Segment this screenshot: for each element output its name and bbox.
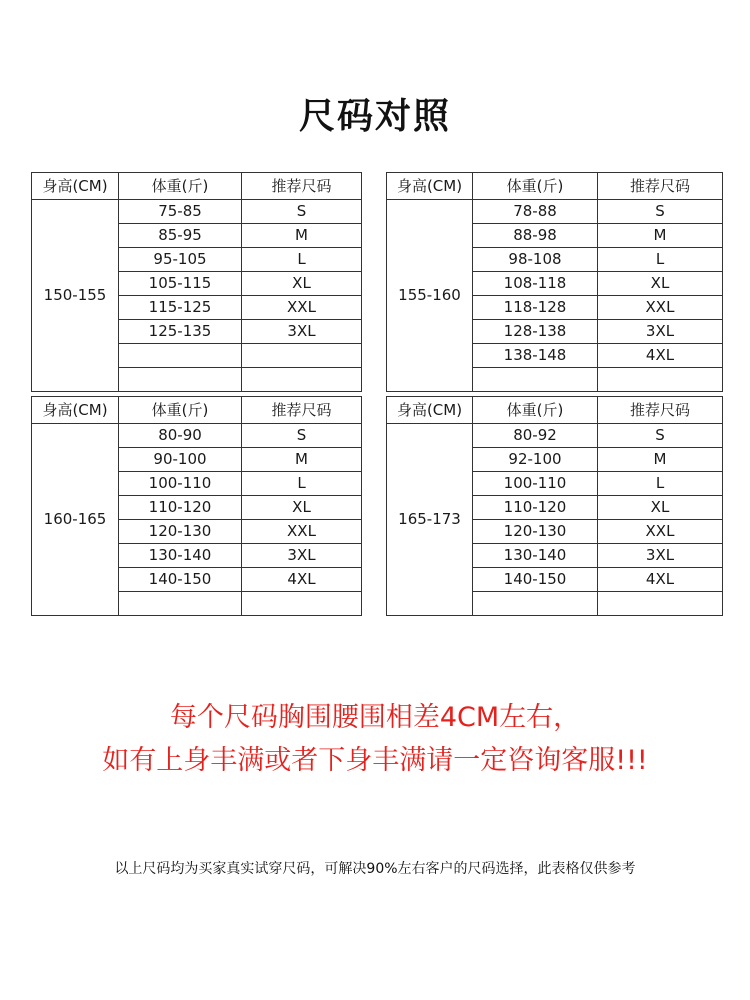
weight-cell: 130-140 xyxy=(473,544,598,568)
weight-cell: 105-115 xyxy=(119,272,242,296)
size-cell: M xyxy=(598,448,723,472)
weight-cell xyxy=(119,344,242,368)
table-row xyxy=(32,200,362,224)
size-cell: 4XL xyxy=(598,568,723,592)
size-cell xyxy=(598,592,723,616)
size-cell: XL xyxy=(242,496,362,520)
size-cell: S xyxy=(242,200,362,224)
weight-cell: 110-120 xyxy=(473,496,598,520)
weight-cell xyxy=(473,368,598,392)
weight-cell: 110-120 xyxy=(119,496,242,520)
size-cell: 3XL xyxy=(598,544,723,568)
size-cell: M xyxy=(242,448,362,472)
weight-cell: 120-130 xyxy=(119,520,242,544)
table-row xyxy=(387,424,723,448)
size-cell: L xyxy=(598,472,723,496)
size-cell xyxy=(242,344,362,368)
height-range: 160-165 xyxy=(32,424,119,616)
weight-cell: 120-130 xyxy=(473,520,598,544)
weight-cell: 100-110 xyxy=(119,472,242,496)
table-header-row xyxy=(32,397,362,424)
table-header-row xyxy=(387,173,723,200)
size-cell xyxy=(242,592,362,616)
size-table-165-173 xyxy=(386,396,723,616)
size-cell: XL xyxy=(242,272,362,296)
weight-cell: 140-150 xyxy=(119,568,242,592)
weight-cell: 92-100 xyxy=(473,448,598,472)
size-cell: 4XL xyxy=(242,568,362,592)
weight-cell: 90-100 xyxy=(119,448,242,472)
size-cell: 3XL xyxy=(598,320,723,344)
weight-cell: 128-138 xyxy=(473,320,598,344)
weight-cell: 138-148 xyxy=(473,344,598,368)
header-height: 身高(CM) xyxy=(387,173,473,200)
size-cell: 3XL xyxy=(242,544,362,568)
weight-cell: 108-118 xyxy=(473,272,598,296)
header-weight: 体重(斤) xyxy=(119,173,242,200)
size-cell: L xyxy=(242,472,362,496)
weight-cell: 80-90 xyxy=(119,424,242,448)
weight-cell: 88-98 xyxy=(473,224,598,248)
size-cell: XL xyxy=(598,272,723,296)
size-cell: M xyxy=(242,224,362,248)
weight-cell: 75-85 xyxy=(119,200,242,224)
size-cell xyxy=(242,368,362,392)
size-cell: S xyxy=(598,424,723,448)
size-cell: XL xyxy=(598,496,723,520)
size-table-150-155 xyxy=(31,172,362,392)
weight-cell: 118-128 xyxy=(473,296,598,320)
header-size: 推荐尺码 xyxy=(598,173,723,200)
size-table-155-160 xyxy=(386,172,723,392)
header-weight: 体重(斤) xyxy=(473,173,598,200)
size-cell: M xyxy=(598,224,723,248)
header-size: 推荐尺码 xyxy=(242,173,362,200)
size-cell: L xyxy=(598,248,723,272)
size-cell: XXL xyxy=(242,296,362,320)
header-height: 身高(CM) xyxy=(32,397,119,424)
weight-cell: 100-110 xyxy=(473,472,598,496)
weight-cell: 95-105 xyxy=(119,248,242,272)
footnote: 以上尺码均为买家真实试穿尺码，可解决90%左右客户的尺码选择，此表格仅供参考 xyxy=(114,861,636,877)
weight-cell: 78-88 xyxy=(473,200,598,224)
table-header-row xyxy=(387,397,723,424)
header-weight: 体重(斤) xyxy=(119,397,242,424)
size-cell xyxy=(598,368,723,392)
header-size: 推荐尺码 xyxy=(598,397,723,424)
weight-cell: 98-108 xyxy=(473,248,598,272)
size-cell: 4XL xyxy=(598,344,723,368)
weight-cell: 125-135 xyxy=(119,320,242,344)
height-range: 150-155 xyxy=(32,200,119,392)
notice-line-2: 如有上身丰满或者下身丰满请一定咨询客服!!! xyxy=(102,745,648,776)
page-title: 尺码对照 xyxy=(298,96,451,137)
size-cell: XXL xyxy=(242,520,362,544)
table-header-row xyxy=(32,173,362,200)
header-height: 身高(CM) xyxy=(32,173,119,200)
weight-cell: 85-95 xyxy=(119,224,242,248)
header-size: 推荐尺码 xyxy=(242,397,362,424)
weight-cell: 80-92 xyxy=(473,424,598,448)
height-range: 155-160 xyxy=(387,200,473,392)
header-height: 身高(CM) xyxy=(387,397,473,424)
height-range: 165-173 xyxy=(387,424,473,616)
header-weight: 体重(斤) xyxy=(473,397,598,424)
weight-cell xyxy=(119,592,242,616)
table-row xyxy=(32,424,362,448)
weight-cell: 140-150 xyxy=(473,568,598,592)
weight-cell: 130-140 xyxy=(119,544,242,568)
size-cell: XXL xyxy=(598,296,723,320)
size-table-160-165 xyxy=(31,396,362,616)
weight-cell: 115-125 xyxy=(119,296,242,320)
size-cell: L xyxy=(242,248,362,272)
size-cell: 3XL xyxy=(242,320,362,344)
size-cell: XXL xyxy=(598,520,723,544)
table-row xyxy=(387,200,723,224)
size-cell: S xyxy=(598,200,723,224)
notice-line-1: 每个尺码胸围腰围相差4CM左右， xyxy=(169,702,581,733)
size-cell: S xyxy=(242,424,362,448)
weight-cell xyxy=(473,592,598,616)
weight-cell xyxy=(119,368,242,392)
